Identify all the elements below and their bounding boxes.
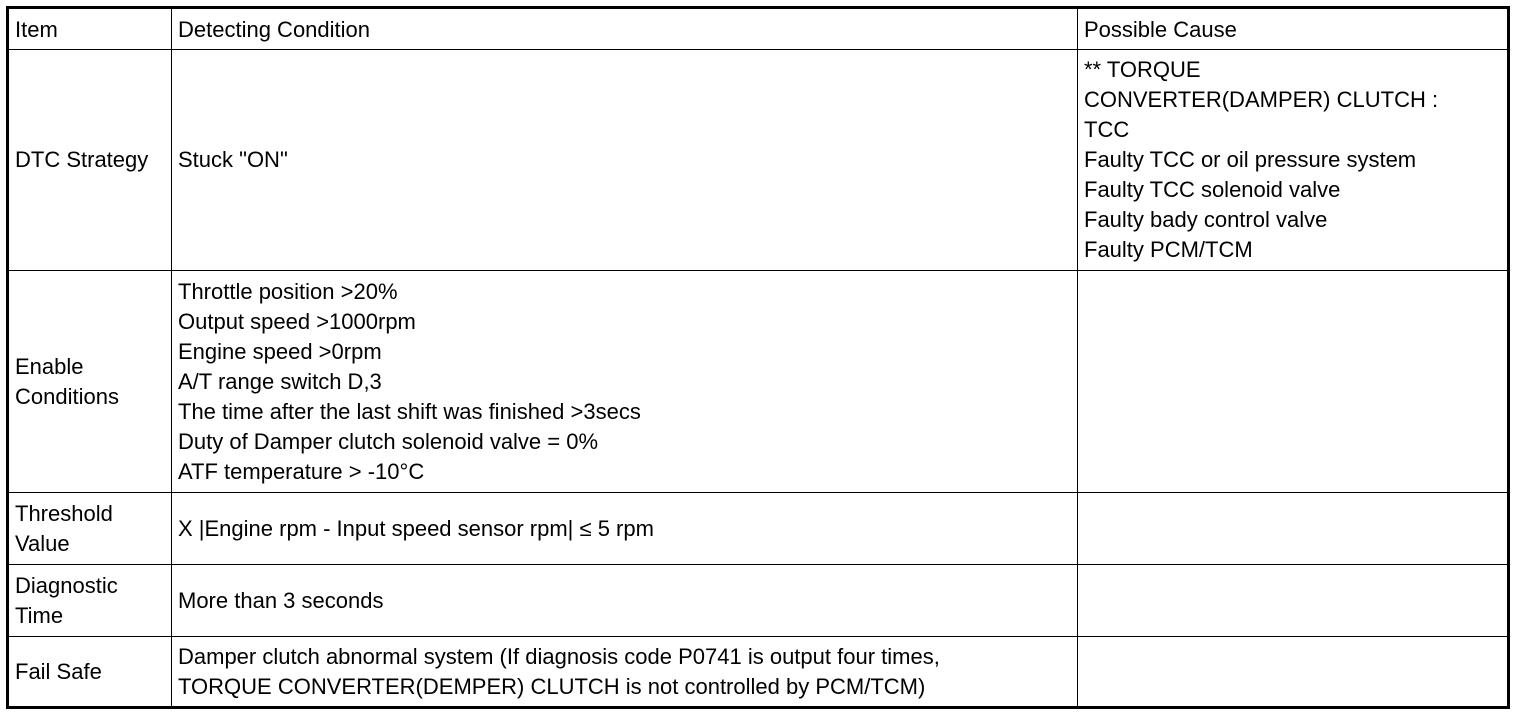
- table-row: [8, 50, 1509, 271]
- cause-line: CONVERTER(DAMPER) CLUTCH :: [1084, 87, 1439, 112]
- row-item-enable-conditions: [8, 271, 172, 493]
- row-item-dtc-strategy: DTC Strategy: [8, 50, 172, 271]
- cause-line: Faulty bady control valve: [1084, 207, 1328, 232]
- diagnostic-table: [6, 6, 1510, 709]
- item-line: Time: [15, 602, 64, 628]
- table-row: [8, 637, 1509, 708]
- condition-line: Engine speed >0rpm: [178, 338, 382, 364]
- item-line: Diagnostic: [15, 572, 118, 598]
- cause-line: TCC: [1084, 117, 1130, 142]
- condition-line: Damper clutch abnormal system (If diagnosis code P0741 is output four times,: [178, 643, 940, 669]
- row-condition-fail-safe: [172, 637, 1078, 708]
- condition-line: Stuck "ON": [178, 147, 288, 172]
- row-cause-dtc-strategy: [1078, 50, 1509, 271]
- table-row: [8, 565, 1509, 637]
- row-condition-enable-conditions: [172, 271, 1078, 493]
- row-item-threshold-value: [8, 493, 172, 565]
- item-line: Value: [15, 530, 70, 556]
- condition-line: Output speed >1000rpm: [178, 308, 416, 334]
- table-row: [8, 271, 1509, 493]
- condition-line: The time after the last shift was finished >3secs: [178, 398, 641, 424]
- row-condition-diagnostic-time: [172, 565, 1078, 637]
- condition-line: X |Engine rpm - Input speed sensor rpm| ≤ 5 rpm: [178, 515, 654, 541]
- condition-line: ATF temperature > -10°C: [178, 458, 425, 484]
- header-detecting-condition: Detecting Condition: [172, 8, 1078, 50]
- condition-line: Throttle position >20%: [178, 278, 398, 304]
- condition-line: More than 3 seconds: [178, 587, 384, 613]
- cause-line: Faulty TCC or oil pressure system: [1084, 147, 1417, 172]
- row-cause-enable-conditions: [1078, 271, 1509, 493]
- item-line: Threshold: [15, 500, 113, 526]
- row-item-diagnostic-time: [8, 565, 172, 637]
- cause-line: ** TORQUE: [1084, 57, 1201, 82]
- row-condition-threshold-value: [172, 493, 1078, 565]
- item-line: Enable: [15, 353, 84, 379]
- row-cause-fail-safe: [1078, 637, 1509, 708]
- header-possible-cause: Possible Cause: [1078, 8, 1509, 50]
- row-condition-dtc-strategy: [172, 50, 1078, 271]
- row-cause-threshold-value: [1078, 493, 1509, 565]
- cause-line: Faulty PCM/TCM: [1084, 237, 1253, 262]
- header-item: Item: [8, 8, 172, 50]
- condition-line: TORQUE CONVERTER(DEMPER) CLUTCH is not controlled by PCM/TCM): [178, 673, 926, 699]
- table-header-row: [8, 8, 1509, 50]
- cause-line: Faulty TCC solenoid valve: [1084, 177, 1341, 202]
- table-row: [8, 493, 1509, 565]
- condition-line: A/T range switch D,3: [178, 368, 382, 394]
- row-item-fail-safe: Fail Safe: [8, 637, 172, 708]
- row-cause-diagnostic-time: [1078, 565, 1509, 637]
- item-line: Conditions: [15, 383, 119, 409]
- condition-line: Duty of Damper clutch solenoid valve = 0%: [178, 428, 599, 454]
